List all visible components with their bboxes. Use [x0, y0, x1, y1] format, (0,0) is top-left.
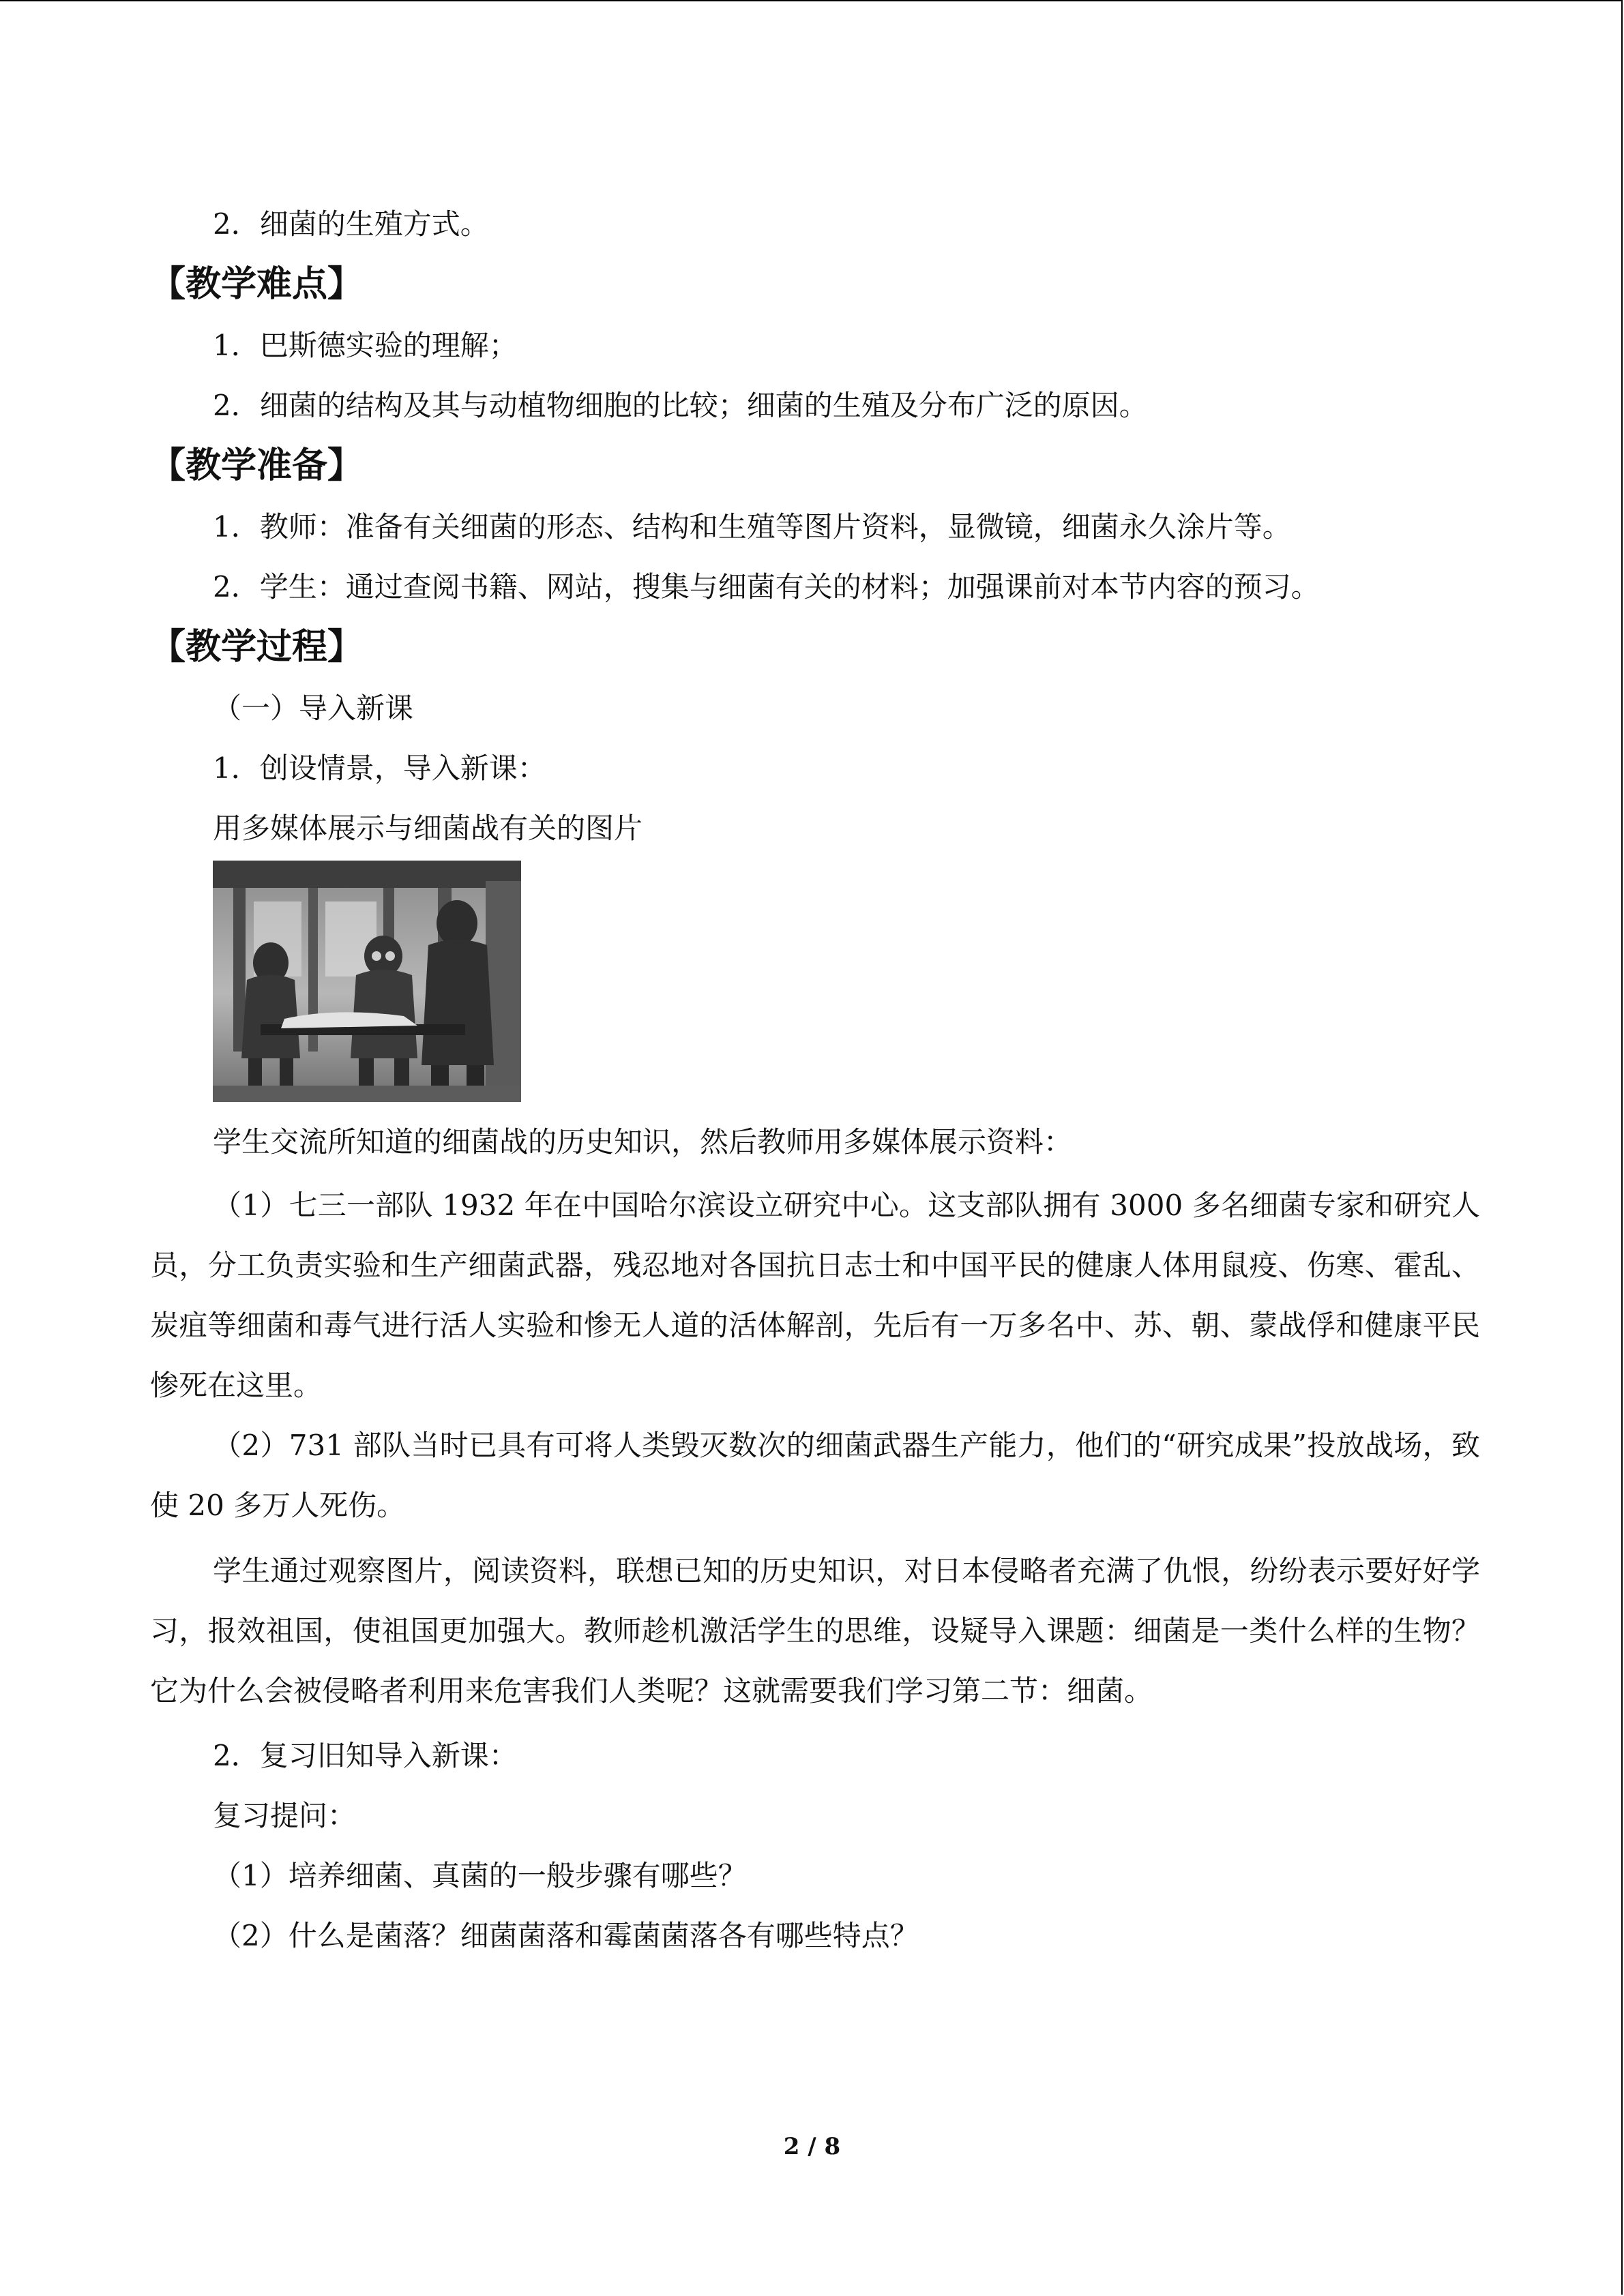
list-item: （1）培养细菌、真菌的一般步骤有哪些？: [213, 1859, 747, 1892]
list-item: 2．细菌的结构及其与动植物细胞的比较；细菌的生殖及分布广泛的原因。: [213, 389, 1148, 422]
list-item: 1．教师：准备有关细菌的形态、结构和生殖等图片资料，显微镜，细菌永久涂片等。: [213, 510, 1291, 543]
section-heading-difficulty: 【教学难点】: [150, 263, 364, 305]
subsection-title: （一）导入新课: [213, 691, 414, 725]
list-item: （2）什么是菌落？细菌菌落和霉菌菌落各有哪些特点？: [213, 1919, 919, 1952]
list-item: 2．细菌的生殖方式。: [213, 207, 489, 241]
text-line: 复习提问：: [213, 1799, 357, 1832]
page-number: 2 / 8: [783, 2133, 841, 2160]
text-line: 学生交流所知道的细菌战的历史知识，然后教师用多媒体展示资料：: [213, 1125, 1073, 1159]
list-item: 2．学生：通过查阅书籍、网站，搜集与细菌有关的材料；加强课前对本节内容的预习。: [213, 570, 1320, 603]
section-heading-preparation: 【教学准备】: [150, 445, 364, 486]
list-item: 2．复习旧知导入新课：: [213, 1739, 518, 1772]
paragraph: 学生通过观察图片，阅读资料，联想已知的历史知识，对日本侵略者充满了仇恨，纷纷表示要好好学习，报效祖国，使祖国更加强大。教师趁机激活学生的思维，设疑导入课题：细菌是一类什么样的生物？它为什么会被侵略者利用来危害我们人类呢？这就需要我们学习第二节：细菌。: [150, 1554, 1480, 1708]
bacterial-warfare-photo: [213, 861, 521, 1102]
list-item: 1．创设情景，导入新课：: [213, 751, 546, 785]
list-item: 1．巴斯德实验的理解；: [213, 329, 518, 362]
paragraph: （2）731 部队当时已具有可将人类毁灭数次的细菌武器生产能力，他们的“研究成果”投放战场，致使 20 多万人死伤。: [150, 1429, 1480, 1522]
text-line: 用多媒体展示与细菌战有关的图片: [213, 811, 643, 845]
section-heading-process: 【教学过程】: [150, 626, 364, 668]
document-body: [150, 205, 1480, 1956]
paragraph: （1）七三一部队 1932 年在中国哈尔滨设立研究中心。这支部队拥有 3000 多名细菌专家和研究人员，分工负责实验和生产细菌武器，残忍地对各国抗日志士和中国平民的健康人体用鼠疫、伤寒、霍乱、炭疽等细菌和毒气进行活人实验和惨无人道的活体解剖，先后有一万多名中、苏、朝、蒙战俘和健康平民惨死在这里。: [150, 1189, 1480, 1402]
